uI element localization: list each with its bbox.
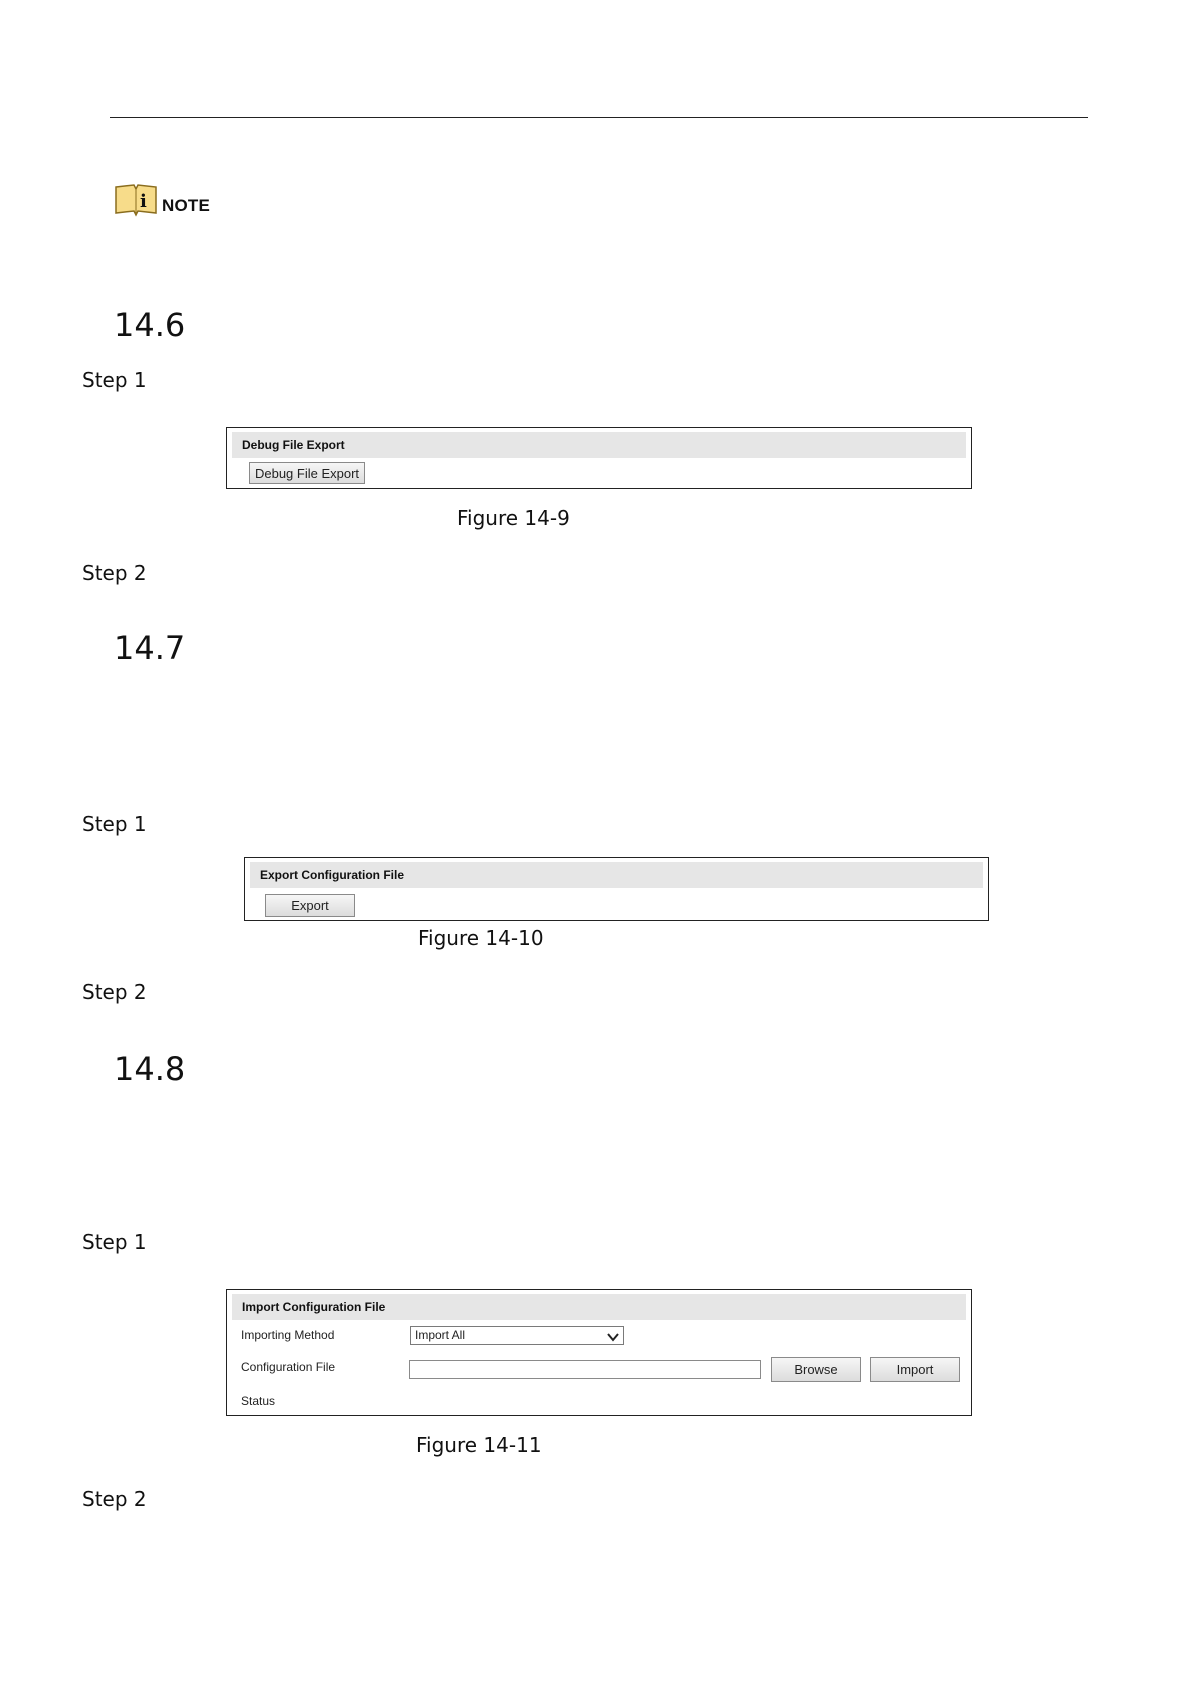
step-label: Step 2 bbox=[82, 980, 147, 1004]
figure-caption: Figure 14-9 bbox=[457, 506, 570, 530]
importing-method-value: Import All bbox=[415, 1328, 466, 1342]
browse-button[interactable]: Browse bbox=[771, 1357, 861, 1382]
header-rule bbox=[110, 117, 1088, 118]
figure-caption: Figure 14-10 bbox=[418, 926, 544, 950]
debug-file-export-panel bbox=[226, 427, 972, 489]
step-label: Step 1 bbox=[82, 368, 147, 392]
section-heading-14-6: 14.6 bbox=[114, 306, 186, 344]
section-heading-14-7: 14.7 bbox=[114, 629, 186, 667]
import-configuration-panel bbox=[226, 1289, 972, 1416]
panel-header: Export Configuration File bbox=[250, 862, 983, 888]
importing-method-label: Importing Method bbox=[241, 1328, 335, 1342]
info-book-icon bbox=[114, 183, 158, 217]
step-label: Step 2 bbox=[82, 1487, 147, 1511]
step-label: Step 1 bbox=[82, 1230, 147, 1254]
export-button[interactable]: Export bbox=[265, 894, 355, 917]
import-button[interactable]: Import bbox=[870, 1357, 960, 1382]
svg-text:i: i bbox=[140, 191, 147, 212]
note-label: NOTE bbox=[162, 196, 211, 215]
figure-caption: Figure 14-11 bbox=[416, 1433, 542, 1457]
status-label: Status bbox=[241, 1394, 276, 1408]
debug-file-export-button[interactable]: Debug File Export bbox=[249, 462, 365, 484]
export-configuration-panel bbox=[244, 857, 989, 921]
step-label: Step 2 bbox=[82, 561, 147, 585]
chevron-down-icon bbox=[607, 1330, 619, 1340]
section-heading-14-8: 14.8 bbox=[114, 1050, 186, 1088]
panel-header: Import Configuration File bbox=[232, 1294, 966, 1320]
step-label: Step 1 bbox=[82, 812, 147, 836]
configuration-file-label: Configuration File bbox=[241, 1360, 336, 1374]
panel-header: Debug File Export bbox=[232, 432, 966, 458]
importing-method-select[interactable] bbox=[410, 1326, 624, 1345]
configuration-file-input[interactable] bbox=[409, 1360, 761, 1379]
